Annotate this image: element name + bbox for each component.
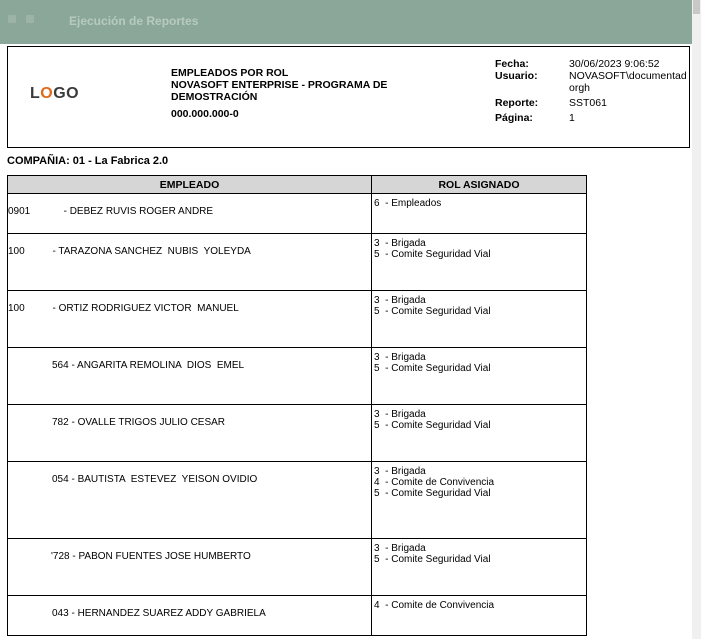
pagina-label: Página: — [495, 112, 533, 124]
table-row — [8, 462, 587, 539]
table-row — [8, 234, 587, 291]
role-item: 5 - Comite Seguridad Vial — [374, 554, 491, 565]
report-header — [7, 46, 690, 148]
employees-table — [7, 175, 587, 636]
employee-cell — [8, 234, 372, 291]
role-item: 4 - Comite de Convivencia — [374, 477, 495, 488]
role-item: 3 - Brigada — [374, 466, 426, 477]
roles-cell — [372, 194, 587, 234]
table-row — [8, 291, 587, 348]
company-logo: LOGO — [30, 85, 80, 102]
role-item: 5 - Comite Seguridad Vial — [374, 249, 491, 260]
role-item: 5 - Comite Seguridad Vial — [374, 488, 491, 499]
table-row — [8, 405, 587, 462]
employee-cell — [8, 462, 372, 539]
employee-name: '728 - PABON FUENTES JOSE HUMBERTO — [51, 551, 251, 562]
employee-name: 100 - TARAZONA SANCHEZ NUBIS YOLEYDA — [8, 246, 251, 257]
report-subtitle: NOVASOFT ENTERPRISE - PROGRAMA DE DEMOSTRACIÓN — [171, 79, 388, 103]
usuario-label: Usuario: — [495, 70, 538, 82]
window-title: Ejecución de Reportes — [69, 14, 199, 28]
employee-cell — [8, 596, 372, 636]
employee-cell — [8, 405, 372, 462]
employee-name: 100 - ORTIZ RODRIGUEZ VICTOR MANUEL — [8, 303, 239, 314]
reporte-value: SST061 — [569, 97, 607, 109]
employee-cell — [8, 539, 372, 596]
roles-cell — [372, 462, 587, 539]
roles-cell — [372, 234, 587, 291]
column-header-rol: ROL ASIGNADO — [372, 176, 587, 194]
employee-name: 043 - HERNANDEZ SUAREZ ADDY GABRIELA — [52, 608, 266, 619]
roles-cell — [372, 348, 587, 405]
table-row — [8, 596, 587, 636]
usuario-value: NOVASOFT\documentadorgh — [569, 70, 687, 94]
report-nit: 000.000.000-0 — [171, 108, 239, 120]
table-row — [8, 348, 587, 405]
vertical-scrollbar[interactable] — [692, 0, 701, 639]
role-item: 3 - Brigada — [374, 352, 426, 363]
roles-cell — [372, 596, 587, 636]
table-header-row — [8, 176, 587, 194]
employee-name: 054 - BAUTISTA ESTEVEZ YEISON OVIDIO — [52, 474, 258, 485]
role-item: 5 - Comite Seguridad Vial — [374, 306, 491, 317]
fecha-label: Fecha: — [495, 58, 529, 70]
employee-name: 564 - ANGARITA REMOLINA DIOS EMEL — [52, 360, 245, 371]
reporte-label: Reporte: — [495, 97, 539, 109]
column-header-empleado: EMPLEADO — [8, 176, 372, 194]
roles-cell — [372, 291, 587, 348]
roles-cell — [372, 539, 587, 596]
role-item: 5 - Comite Seguridad Vial — [374, 363, 491, 374]
table-row — [8, 539, 587, 596]
report-title: EMPLEADOS POR ROL — [171, 67, 289, 79]
employee-name: 0901 - DEBEZ RUVIS ROGER ANDRE — [8, 206, 214, 217]
scrollbar-thumb[interactable] — [693, 0, 700, 14]
app-icon — [26, 15, 34, 23]
employee-name: 782 - OVALLE TRIGOS JULIO CESAR — [52, 417, 226, 428]
employee-cell — [8, 348, 372, 405]
fecha-value: 30/06/2023 9:06:52 — [569, 58, 660, 70]
window-titlebar — [0, 0, 701, 44]
role-item: 3 - Brigada — [374, 295, 426, 306]
role-item: 3 - Brigada — [374, 543, 426, 554]
role-item: 3 - Brigada — [374, 409, 426, 420]
roles-cell — [372, 405, 587, 462]
employee-cell — [8, 194, 372, 234]
role-item: 4 - Comite de Convivencia — [374, 600, 495, 611]
table-row — [8, 194, 587, 234]
report-title-block — [171, 67, 421, 120]
role-item: 6 - Empleados — [374, 198, 442, 209]
role-item: 3 - Brigada — [374, 238, 426, 249]
employee-cell — [8, 291, 372, 348]
window-menu-icon[interactable] — [8, 15, 16, 23]
role-item: 5 - Comite Seguridad Vial — [374, 420, 491, 431]
pagina-value: 1 — [569, 112, 575, 124]
company-label: COMPAÑIA: 01 - La Fabrica 2.0 — [7, 155, 169, 167]
